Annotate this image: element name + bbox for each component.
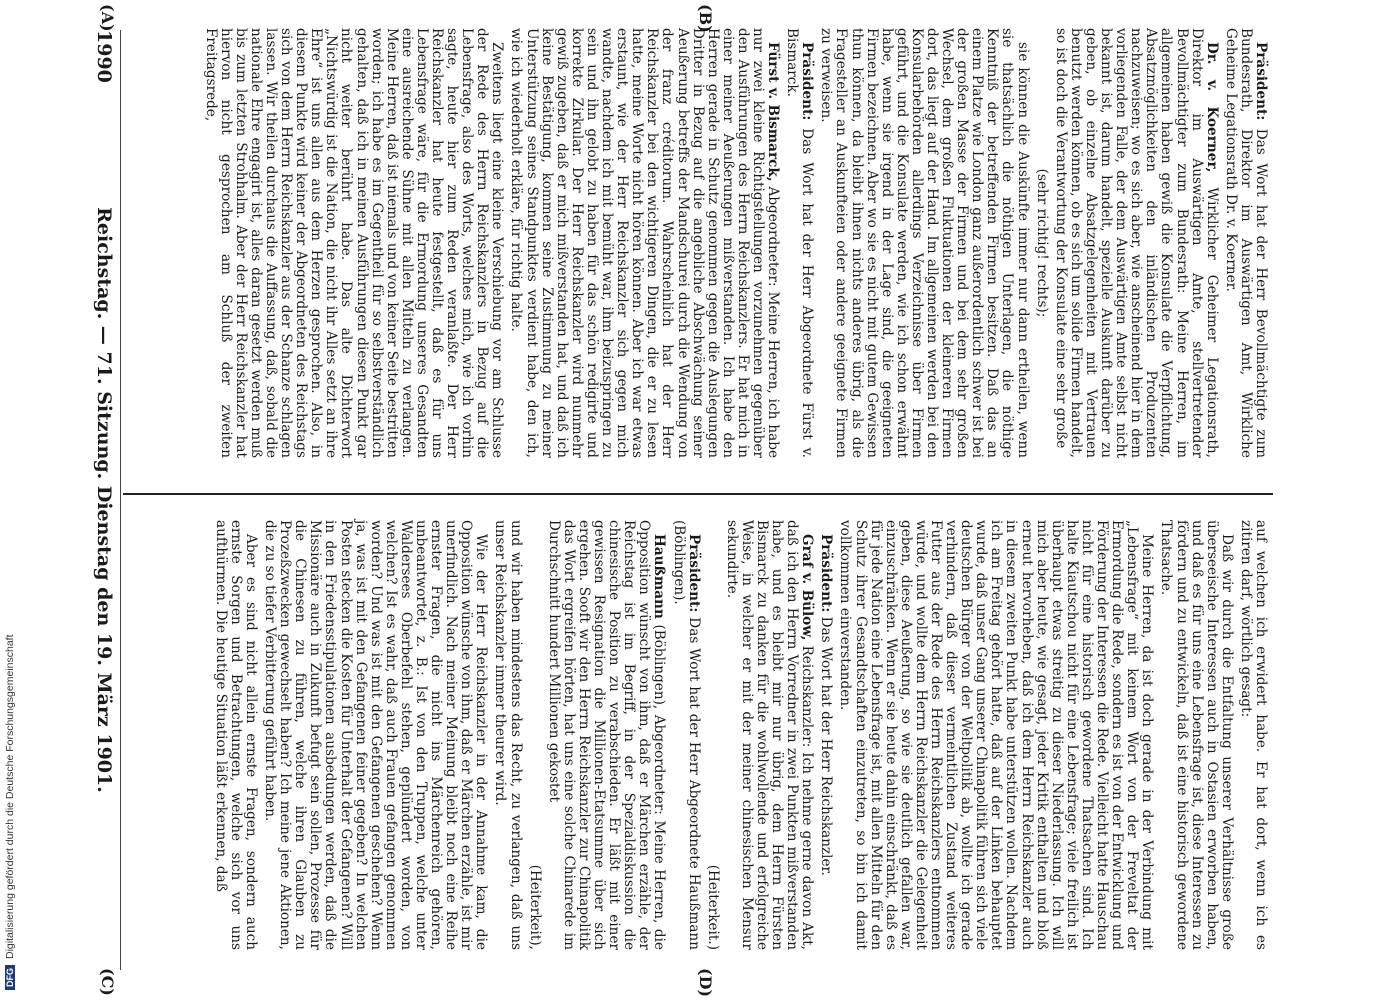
marker-d: (D) bbox=[696, 968, 715, 998]
speech-text: Das Wort hat der Herr Bevollmächtigte zum Bundesrath, Direktor im Auswärtigen Amt, Wirkliche Geheime Legationsrath Dr. v. Koerner. bbox=[1222, 28, 1269, 458]
speaker-name: Präsident: bbox=[685, 534, 702, 613]
right-column bbox=[123, 520, 1268, 950]
text-paragraph: Wie der Herr Reichskanzler in der Annahme kam, die Opposition wünsche von ihm, daß er Märchen erzähle, ist mir unerfindlich. Nach meiner Meinung bleibt noch eine Reihe ernster Fragen, die nicht ins Märchenreich gehören, unbeantwortet, z. B.: Ist von den Truppen, welche unter Waldersees Oberbefehl stehen, geplündert worden, von welchen? Ist es wahr, daß auch Frauen gefangen genommen worden? Und was ist mit den Gefangenen geschehen? Wenn ja, was ist mit den Gefangenen feiner gegeben? In welchen Posten stecken die Kosten für Unterhalt der Gefangenen? Will in den Friedensstipulationen ausbedungen werden, daß die Missionäre auch in Zukunft befugt sein sollen, Prozesse für die Chinesen zu führen, welche ihren Glauben zu Prozeßzwecken gewechselt haben? Ich meine jene Aktionen, die zu so tiefer Verbitterung geführt haben. bbox=[262, 520, 490, 950]
text-paragraph: und wir haben mindestens das Recht, zu verlangen, daß uns unser Reichskanzler immer theurer wird. bbox=[492, 520, 524, 950]
digitization-credit bbox=[4, 0, 18, 990]
text-paragraph: Meine Herren, da ist doch gerade in der Verbindung mit „Lebensfrage“ mit keinem Wort von der Freveltat der Ermordung die Rede, sondern es ist von der Entwicklung und Förderung der Interessen die Rede. Vielleicht hatte Hauschau nicht für eine historisch gewordene Thatsachen sind. Ich halte Kiautschou nicht für eine Lebensfrage; viele freilich ist überhaupt etwas streitig zu dieser Niederlassung. Ich will mich aber heute, wie gesagt, jeder Kritik enthalten und bloß erneut hervorheben, daß ich dem Herrn Reichskanzler auch in diesem zweiten Punkt habe unterstützen wollen. Nachdem ich am Freitag gehört hatte, daß auf der Linken behauptet wurde, daß unser Gang unserer Chinapolitik führen sich viele deutschen Bürger von der Weltpolitik ab, wollte ich gerade verhindern, daß dieser vermeintlichen Zustand weiteres Futter aus der Rede des Herrn Reichskanzlers entnommen würde, und wollte dem Herrn Reichskanzler die Gelegenheit geben, diese Aeußerung, so wie sie deutlich gefallen war, einzuschränken. Wenn er sie heute dahin einschränkt, daß es für jede Nation eine Lebensfrage ist, mit allen Mitteln für den Schutz ihrer Gesandtschaften einzutreten, so bin ich damit vollkommen einverstanden. bbox=[837, 520, 1156, 950]
speaker-name: Fürst v. Bismarck, bbox=[765, 42, 782, 182]
text-paragraph: sie können die Auskünfte immer nur dann ertheilen, wenn sie thatsächlich die nöthigen Unterlagen, die nöthige Kenntniß der betreffenden Firmen besitzen. Daß das an einem Platze wie London ganz außerordentlich schwer ist bei der großen Masse der Firmen und bei dem sehr großen Wechsel, dem großen Fluktuationen der kleineren Firmen dort, das liegt auf der Hand. Im allgemeinen werden bei den Konsularbehörden allerdings Verzeichnisse über Firmen geführt, und die Konsulate werden, wie ich schon erwähnt habe, wenn sie irgend in der Lage sind, die geeigneten Firmen bezeichnen. Aber wo sie es nicht mit gutem Gewissen thun können, da bleibt ihnen nichts anderes übrig, als die Fragesteller an Auskunfteien oder andere geeignete Firmen zu verweisen. bbox=[818, 28, 1031, 458]
speech-text: Das Wort hat der Herr Reichskanzler. bbox=[818, 612, 835, 876]
speech-paragraph bbox=[1223, 28, 1268, 458]
left-column bbox=[123, 28, 1268, 458]
speaker-name: Präsident: bbox=[1253, 42, 1269, 121]
text-paragraph: Daß wir durch die Entfaltung unserer Verhältnisse große überseeische Interessen auch in Ostasien erworben haben, und daß es für uns eine Lebensfrage ist, diese Interessen zu fördern und zu entwickeln, daß ist eine historisch gewordene Thatsache. bbox=[1158, 520, 1235, 950]
speech-paragraph bbox=[508, 28, 780, 458]
speech-paragraph bbox=[546, 520, 667, 950]
speech-text: Wirklicher Geheimer Legationsrath, Direktor im Auswärtigen Amte, stellvertretender Bevollmächtigter zum Bundesrath: Meine Herren, im allgemeinen haben gewiß die Konsulate die Verpflichtung, Absatzmöglichkeiten den inländischen Produzenten nachzuweisen; wo es sich aber, wie anscheinend hier in dem vorliegenden Falle, der dem Auswärtigen Amte selbst nicht bekannt ist, darum handelt, spezielle Auskunft darüber zu geben, ob einzelne Absatzgelegenheiten mit Vertrauen benutzt werden können, ob es sich um solide Firmen handelt, so ist doch die Verantwortung der Konsulate eine sehr große bbox=[1052, 28, 1220, 458]
speaker-name: Haußmann bbox=[651, 534, 668, 619]
reaction-note: (Heiterkeit), bbox=[526, 864, 543, 950]
speaker-name: Präsident: bbox=[818, 534, 835, 613]
speech-text: Abgeordneter: Meine Herren, ich habe nur zwei kleine Richtigstellungen vorzunehmen gegenüber den Ausführungen des Herrn Reichskanzlers. Er hat mich in einer meiner Aeußerungen mißverstanden. Ich habe den Herren gerade in Schutz genommen gegen die Auslegungen Dritter in Bezug auf die angebliche Abschwächung seiner Aeußerung betreffs der Mandschurei durch die Wendung von der franz créditorum. Wahrscheinlich hat der Herr Reichskanzler bei den wichtigeren Dingen, die er zu lesen hatte, meine Worte nicht hören können. Aber ich war etwas erstaunt, wie der Herr Reichskanzler sich gegen mich wandte, nachdem ich mit bemüht war, ihm beizuspringen zu sein und ihn gelobt zu haben für das schön redigirte und korrekte Zirkular. Der Herr Reichskanzler wird nunmehr gewiß zugeben, daß er mich mißverstanden hat, und daß ich keine Bestätigung, kommen seine Zustimmung zu meiner Unterstützung seines Standpunktes verdient habe, den ich, wie ich wiederholt erkläre, für richtig halte. bbox=[508, 28, 782, 458]
marker-a: (A) bbox=[98, 4, 117, 32]
speech-text: (Böblingen), Abgeordneter: Meine Herren, die Opposition wünscht von ihm, daß er Märchen erzähle, der Reichstag ist im Begriff, in der Spezialdiskussion die chinesische Position zu verabschieden. Er läßt mit einer gewissen Resignation die Millionen-Etatsumme über sich ergehen. Sooft wir den Herrn Reichskanzler zur Chinapolitik das Wort ergreifen hörten, hat uns eine solche Chinarede im Durchschnitt hundert Millionen gekostet bbox=[545, 520, 668, 950]
speaker-name: Graf v. Bülow, bbox=[799, 534, 816, 641]
reaction-note: (Heiterkeit.) bbox=[704, 864, 721, 950]
page-number: 1990 bbox=[93, 30, 115, 83]
speech-text: Das Wort hat der Herr Abgeordnete Fürst v. Bismarck. bbox=[784, 28, 816, 458]
speech-text: Das Wort hat der Herr Abgeordnete Haußmann (Böblingen). bbox=[670, 520, 702, 950]
interjection: (sehr richtig! rechts); bbox=[1033, 168, 1050, 318]
header-rule bbox=[120, 30, 121, 970]
speech-paragraph bbox=[784, 28, 814, 458]
column-divider bbox=[123, 493, 1273, 495]
marker-b: (B) bbox=[696, 4, 715, 33]
dfg-logo: DFG bbox=[5, 965, 15, 990]
credit-text: Digitalisierung gefördert durch die Deutsche Forschungsgemeinschaft bbox=[4, 634, 16, 959]
text-paragraph: Aber es sind nicht allein ernste Fragen, sondern auch ernste Sorgen und Betrachtungen, welche sich vor uns aufthürmen. Die heutige Situation läßt erkennen, daß bbox=[212, 520, 259, 950]
speech-paragraph bbox=[670, 520, 700, 950]
page-title: Reichstag. — 71. Sitzung. Dienstag den 19. März 1901. bbox=[93, 207, 115, 793]
marker-c: (C) bbox=[98, 968, 117, 996]
text-paragraph: Zweitens liegt eine kleine Verschiebung vor am Schlusse der Rede des Herrn Reichskanzlers in Bezug auf die Lebensfrage, also des Worts, welches mich, wie ich vorhin sagte, heute hier zum Reden veranlaßte. Der Herr Reichskanzler hat heute festgestellt, daß es für uns Lebensfrage wäre, für die Ermordung unseres Gesandten eine ausreichende Sühne mit allen Mitteln zu verlangen. Meine Herren, daß ist niemals und von keiner Seite bestritten worden; ich habe es im Gegentheil für so selbstverständlich gehalten, daß ich in meinen Ausführungen diesen Punkt gar nicht weiter berührt habe. Das alte Dichterwort „Nichtswürdig ist die Nation, die nicht ihr Alles setzt an ihre Ehre“ ist uns allen aus dem Herzen gesprochen. Also, in diesem Punkte wird keiner der Abgeordneten des Reichstags sich von dem Herrn Reichskanzler aus der Schanze schlagen lassen. Wir theilen durchaus die Auffassung, daß, sobald die nationale Ehre engagirt ist, alles daran gesetzt werden muß bis zum letzten Strohhalm. Aber der Herr Reichskanzler hat hiervon nicht gesprochen am Schluß der zweiten Freitagsrede, bbox=[202, 28, 506, 458]
speaker-name: Dr. v. Koerner, bbox=[1203, 42, 1220, 173]
speech-paragraph bbox=[818, 520, 833, 950]
speech-paragraph bbox=[1053, 28, 1219, 458]
running-header bbox=[87, 30, 115, 970]
text-paragraph: auf welchen ich erwidert habe. Er hat dort, wenn ich es zitiren darf, wörtlich gesagt: bbox=[1237, 520, 1269, 950]
speaker-name: Präsident: bbox=[799, 42, 816, 121]
speech-paragraph bbox=[724, 520, 815, 950]
speech-text: Reichskanzler: Ich nehme gerne davon Akt, daß ich den Herrn Vorredner in zwei Punkten mißverstanden habe, und es bleibt mir nur übrig, dem Herrn Fürsten Bismarck zu danken für die wohlwollende und erfolgreiche Weise, in welcher er mit der meiner chinesischen Mensur sekundirte. bbox=[723, 520, 816, 950]
